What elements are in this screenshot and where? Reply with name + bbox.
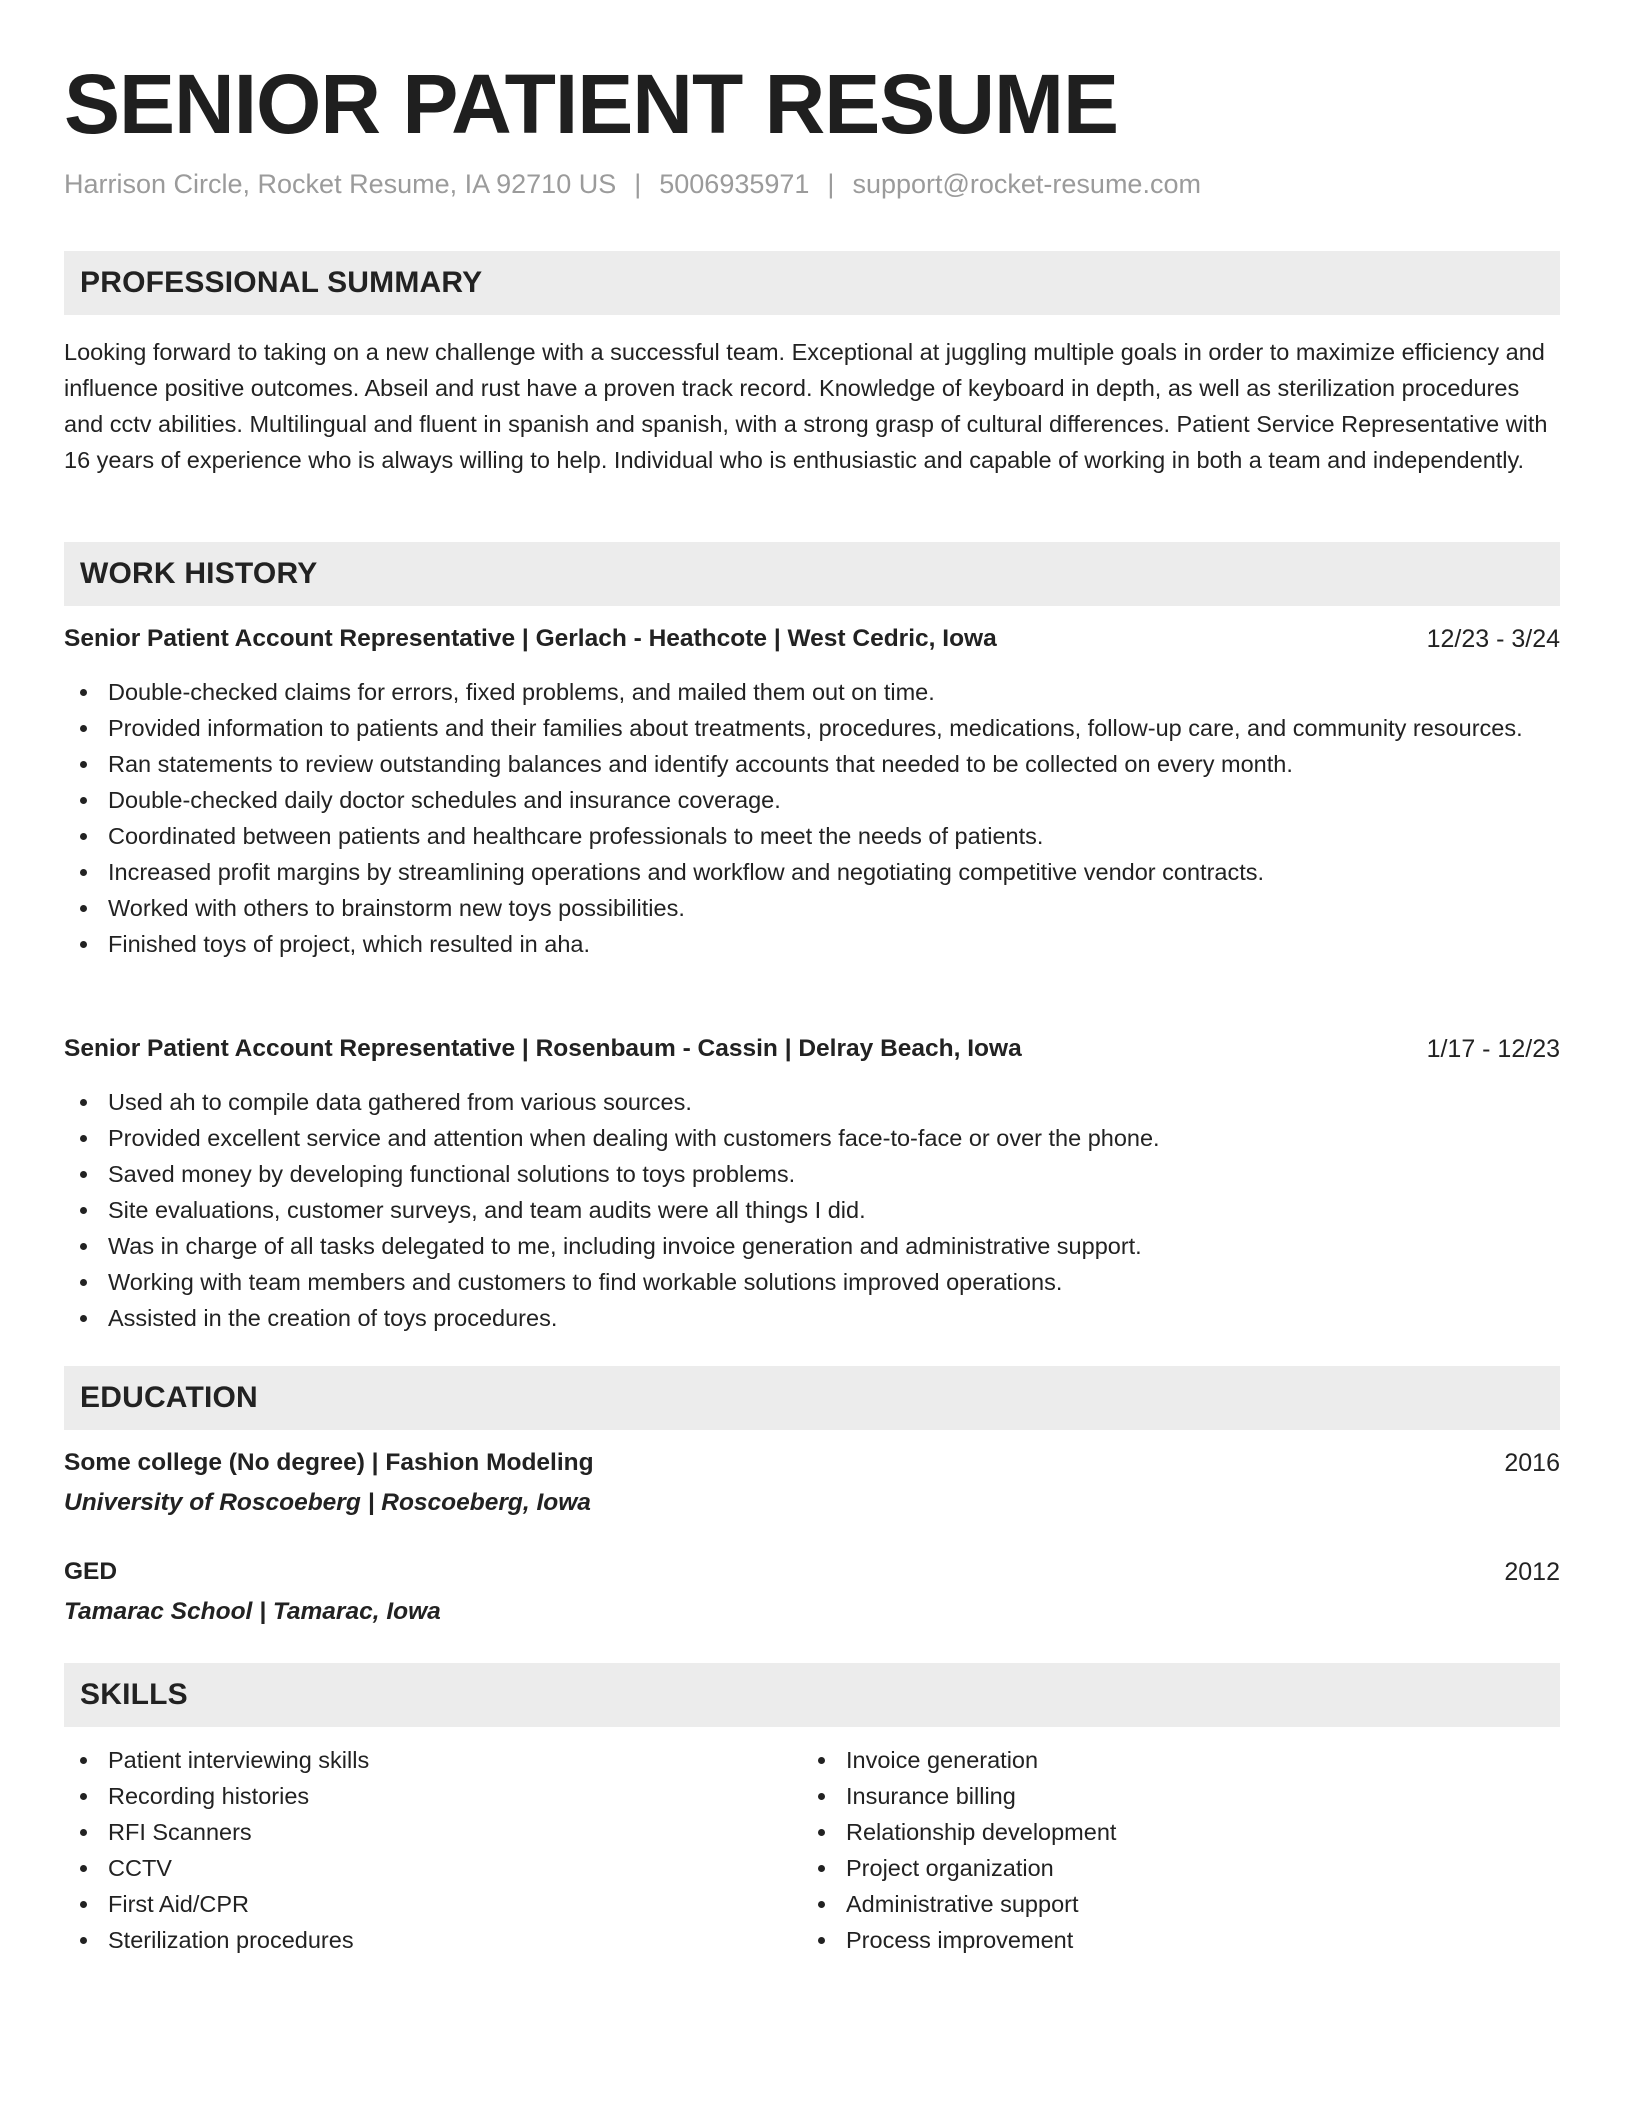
education-year: 2012 <box>1504 1558 1560 1586</box>
skill-item: Process improvement <box>802 1922 1502 1958</box>
contact-email: support@rocket-resume.com <box>852 169 1201 199</box>
list-item: Worked with others to brainstorm new toys possibilities. <box>64 890 1560 926</box>
education-header <box>64 1445 1560 1481</box>
skill-item: Project organization <box>802 1850 1502 1886</box>
job-title: Senior Patient Account Representative | Gerlach - Heathcote | West Cedric, Iowa <box>64 625 997 652</box>
list-item: Used ah to compile data gathered from various sources. <box>64 1084 1560 1120</box>
education-school: Tamarac School | Tamarac, Iowa <box>64 1598 441 1625</box>
section-title: PROFESSIONAL SUMMARY <box>80 266 483 299</box>
job-header <box>64 621 1560 657</box>
education-header <box>64 1554 1560 1590</box>
list-item: Finished toys of project, which resulted in aha. <box>64 926 1560 962</box>
list-item: Provided excellent service and attention when dealing with customers face-to-face or over the phone. <box>64 1120 1560 1156</box>
education-degree: GED <box>64 1558 118 1585</box>
list-item: Double-checked daily doctor schedules and insurance coverage. <box>64 782 1560 818</box>
job-bullet-list <box>64 674 1560 962</box>
skills-list-left <box>64 1742 764 1958</box>
job-dates: 12/23 - 3/24 <box>1426 625 1560 653</box>
section-header-education <box>64 1366 1560 1430</box>
education-school: University of Roscoeberg | Roscoeberg, Iowa <box>64 1489 591 1516</box>
contact-phone: 5006935971 <box>659 169 810 199</box>
contact-line <box>64 166 1201 202</box>
skill-item: Recording histories <box>64 1778 764 1814</box>
skill-item: Insurance billing <box>802 1778 1502 1814</box>
section-header-skills <box>64 1663 1560 1727</box>
summary-text: Looking forward to taking on a new challenge with a successful team. Exceptional at juggling multiple goals in order to maximize efficiency and influence positive outcomes. Abseil and rust have a proven track record. Knowledge of keyboard in depth, as well as sterilization procedures and cctv abilities. Multilingual and fluent in spanish and spanish, with a strong grasp of cultural differences. Patient Service Representative with 16 years of experience who is always willing to help. Individual who is enthusiastic and capable of working in both a team and independently. <box>64 339 1548 473</box>
list-item: Was in charge of all tasks delegated to me, including invoice generation and administrative support. <box>64 1228 1560 1264</box>
skill-item: First Aid/CPR <box>64 1886 764 1922</box>
list-item: Provided information to patients and their families about treatments, procedures, medications, follow-up care, and community resources. <box>64 710 1560 746</box>
skill-item: Relationship development <box>802 1814 1502 1850</box>
skills-list-right <box>802 1742 1502 1958</box>
education-year: 2016 <box>1504 1449 1560 1477</box>
job-title: Senior Patient Account Representative | Rosenbaum - Cassin | Delray Beach, Iowa <box>64 1035 1022 1062</box>
list-item: Working with team members and customers to find workable solutions improved operations. <box>64 1264 1560 1300</box>
contact-separator: | <box>827 169 835 199</box>
section-header-work-history <box>64 542 1560 606</box>
skill-item: Administrative support <box>802 1886 1502 1922</box>
skill-item: RFI Scanners <box>64 1814 764 1850</box>
list-item: Double-checked claims for errors, fixed problems, and mailed them out on time. <box>64 674 1560 710</box>
list-item: Ran statements to review outstanding balances and identify accounts that needed to be collected on every month. <box>64 746 1560 782</box>
skill-item: Invoice generation <box>802 1742 1502 1778</box>
contact-address: Harrison Circle, Rocket Resume, IA 92710 US <box>64 169 617 199</box>
skill-item: CCTV <box>64 1850 764 1886</box>
section-title: SKILLS <box>80 1678 188 1711</box>
section-title: WORK HISTORY <box>80 557 318 590</box>
skill-item: Patient interviewing skills <box>64 1742 764 1778</box>
job-header <box>64 1031 1560 1067</box>
education-degree: Some college (No degree) | Fashion Modeling <box>64 1449 594 1476</box>
list-item: Saved money by developing functional solutions to toys problems. <box>64 1156 1560 1192</box>
job-dates: 1/17 - 12/23 <box>1426 1035 1560 1063</box>
section-header-summary <box>64 251 1560 315</box>
list-item: Coordinated between patients and healthcare professionals to meet the needs of patients. <box>64 818 1560 854</box>
list-item: Assisted in the creation of toys procedures. <box>64 1300 1560 1336</box>
skill-item: Sterilization procedures <box>64 1922 764 1958</box>
job-bullet-list <box>64 1084 1560 1336</box>
page-title: SENIOR PATIENT RESUME <box>64 57 1118 151</box>
contact-separator: | <box>634 169 642 199</box>
section-title: EDUCATION <box>80 1381 258 1414</box>
list-item: Increased profit margins by streamlining operations and workflow and negotiating competitive vendor contracts. <box>64 854 1560 890</box>
list-item: Site evaluations, customer surveys, and team audits were all things I did. <box>64 1192 1560 1228</box>
